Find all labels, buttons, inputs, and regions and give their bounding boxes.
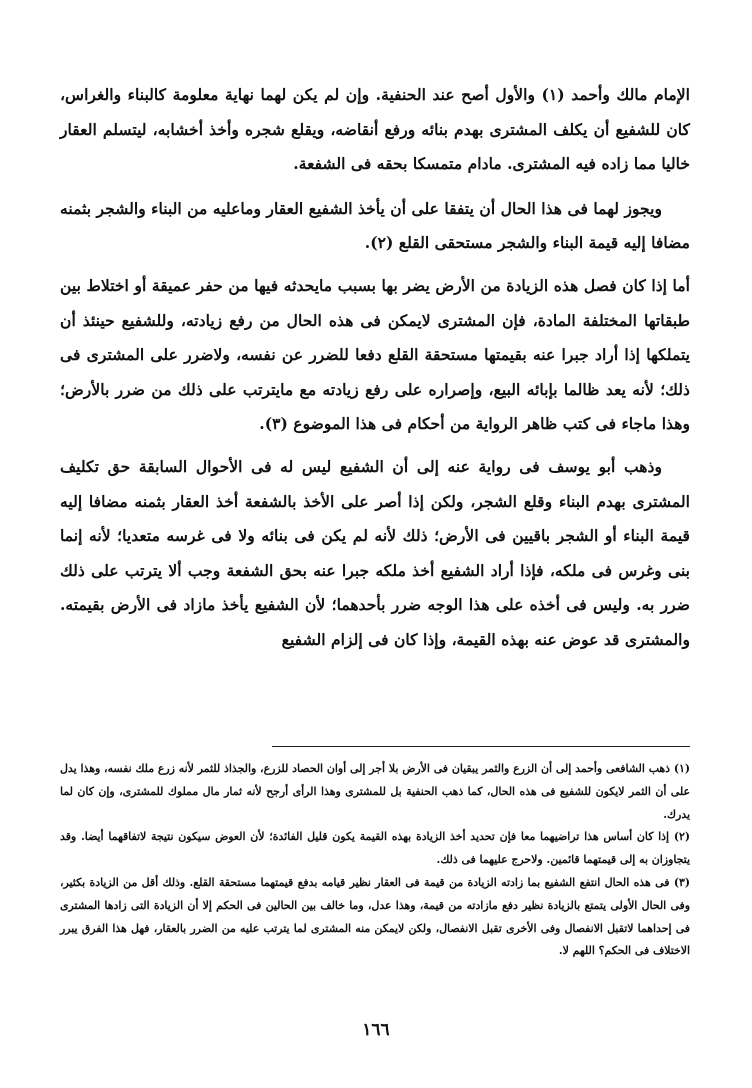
footnote: (٢) إذا كان أساس هذا تراضيهما معا فإن تحديد أخذ الزيادة بهذه القيمة يكون قليل الفائدة؛ لأن العوض سيكون نتيجة لاتفاقهما أيضا. وقد يتجاوزان به إلى قيمتهما قائمين. ولاحرج عليهما فى ذلك. xyxy=(60,830,690,867)
footnotes xyxy=(60,758,690,963)
footnote-separator xyxy=(272,746,690,747)
paragraph: الإمام مالك وأحمد (١) والأول أصح عند الحنفية. وإن لم يكن لهما نهاية معلومة كالبناء والغراس، كان للشفيع أن يكلف المشترى بهدم بنائه ورفع أنقاضه، ويقلع شجره وأخذ أخشابه، ليتسلم العقار خاليا مما زاده فيه المشترى. مادام متمسكا بحقه فى الشفعة. xyxy=(60,85,690,174)
footnote: (١) ذهب الشافعى وأحمد إلى أن الزرع والثمر يبقيان فى الأرض بلا أجر إلى أوان الحصاد للزرع، والجذاذ للثمر لأنه زرع ملك نفسه، وهذا يدل على أن الثمر لايكون للشفيع فى هذه الحال، كما ذهب الحنفية بل للمشترى وهذا الرأى أرجح لأنه ثمار مال مملوك للمشترى، وإن كان لما يدرك. xyxy=(60,762,690,821)
paragraph: وذهب أبو يوسف فى رواية عنه إلى أن الشفيع ليس له فى الأحوال السابقة حق تكليف المشترى بهدم البناء وقلع الشجر، ولكن إذا أصر على الأخذ بالشفعة أخذ العقار بثمنه مضافا إليه قيمة البناء أو الشجر باقيين فى الأرض؛ ذلك لأنه لم يكن فى بنائه ولا فى غرسه متعديا؛ لأنه إنما بنى وغرس فى ملكه، فإذا أراد الشفيع أخذ ملكه جبرا عنه بحق الشفعة وجب ألا يترتب على ذلك ضرر به. وليس فى أخذه على هذا الوجه ضرر بأحدهما؛ لأن الشفيع يأخذ مازاد فى الأرض بقيمته. والمشترى قد عوض عنه بهذه القيمة، وإذا كان فى إلزام الشفيع xyxy=(60,456,690,649)
paragraph: أما إذا كان فصل هذه الزيادة من الأرض يضر بها بسبب مايحدثه فيها من حفر عميقة أو اختلاط بين طبقاتها المختلفة المادة، فإن المشترى لايمكن فى هذه الحال من رفع زيادته، وللشفيع حينئذ أن يتملكها إذا أراد جبرا عنه بقيمتها مستحقة القلع دفعا للضرر عن نفسه، ولاضرر على المشترى فى ذلك؛ لأنه يعد ظالما بإبائه البيع، وإصراره على رفع زيادته مع مايترتب على ذلك من ضرر بالأرض؛ وهذا ماجاء فى كتب ظاهر الرواية من أحكام فى هذا الموضوع (٣). xyxy=(60,275,690,434)
main-text xyxy=(60,78,690,666)
paragraph: ويجوز لهما فى هذا الحال أن يتفقا على أن يأخذ الشفيع العقار وماعليه من البناء والشجر بثمنه مضافا إليه قيمة البناء والشجر مستحقى القلع (٢). xyxy=(60,198,690,253)
footnote: (٣) فى هذه الحال انتفع الشفيع بما زادته الزيادة من قيمة فى العقار نظير قيامه بدفع قيمتهما مستحقة القلع. وذلك أقل من الزيادة بكثير، وفى الحال الأولى يتمتع بالزيادة نظير دفع مازادته من قيمة، وهذا عدل، وما خالف بين الحالين فى الحكم إلا أن الزيادة التى زادها المشترى فى إحداهما لاتقبل الانفصال وفى الأخرى تقبل الانفصال، ولكن لايمكن منه المشترى لما يترتب عليه من الضرر بالعقار، فهل هذا الفرق يبرر الاختلاف فى الحكم؟ اللهم لا. xyxy=(60,875,690,958)
page-number: ١٦٦ xyxy=(362,1020,390,1040)
